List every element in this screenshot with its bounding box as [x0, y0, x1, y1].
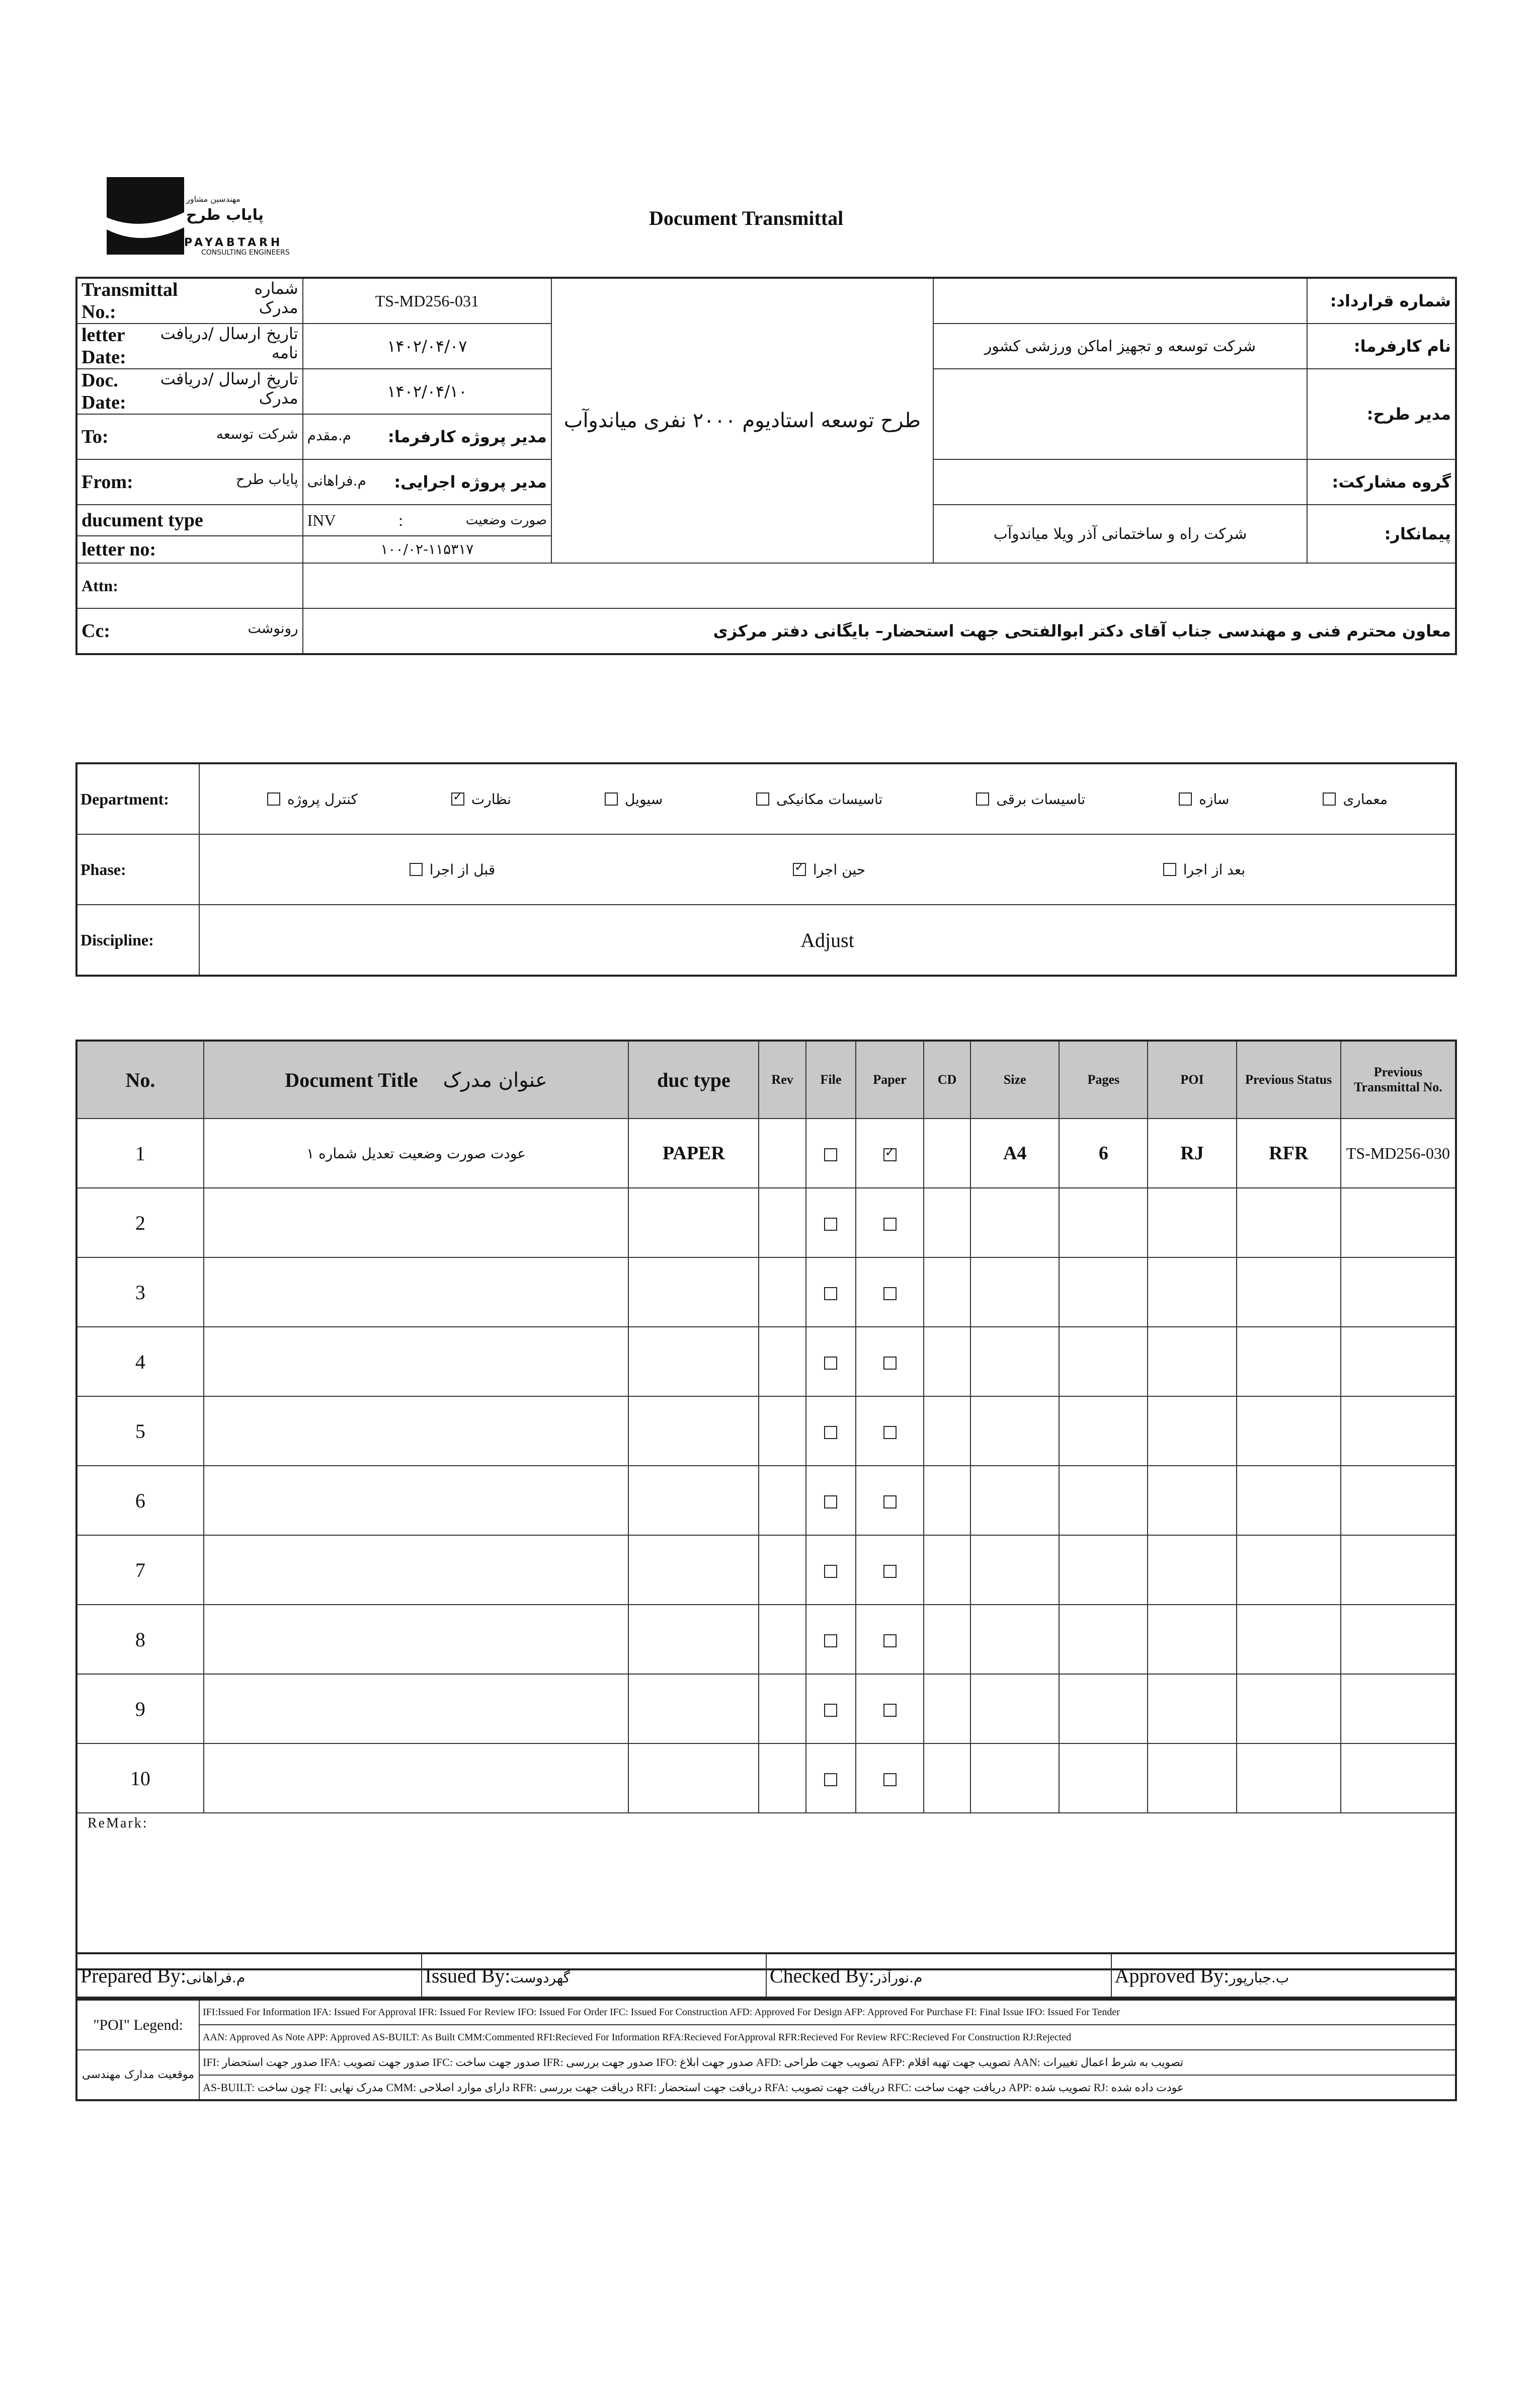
row-prev-status [1237, 1466, 1341, 1535]
letter-date: ۱۴۰۲/۰۴/۰۷ [303, 324, 551, 369]
row-file [806, 1605, 856, 1674]
prepared-name: م.فراهانی [186, 1969, 246, 1986]
checkbox-icon[interactable] [451, 792, 464, 806]
department-option-5[interactable] [1179, 791, 1229, 808]
col-no: No. [76, 1041, 204, 1119]
row-no: 5 [76, 1396, 204, 1466]
row-prev-no [1341, 1466, 1456, 1535]
row-size [970, 1396, 1059, 1466]
row-prev-status: RFR [1237, 1119, 1341, 1188]
phase-option-0[interactable] [410, 861, 495, 878]
row-pages [1059, 1188, 1148, 1257]
phase-label: Phase: [76, 834, 199, 905]
checkbox-icon[interactable] [824, 1218, 837, 1231]
doc-date: ۱۴۰۲/۰۴/۱۰ [303, 369, 551, 414]
from-value: پایاب طرح [235, 471, 298, 488]
row-prev-status [1237, 1605, 1341, 1674]
row-file [806, 1674, 856, 1743]
phase-option-label: قبل از اجرا [429, 861, 496, 878]
row-paper [856, 1674, 924, 1743]
table-row [76, 1743, 1456, 1813]
legend-line-2: AAN: Approved As Note APP: Approved AS-BUILT: As Built CMM:Commented RFI:Recieved For Information RFA:Recieved ForApproval RFR:Recieved For Review RFC:Recieved For Construction RJ:Rejected [199, 2025, 1456, 2050]
row-size [970, 1743, 1059, 1813]
contract-no-label: شماره قرارداد: [1307, 278, 1456, 324]
checkbox-icon[interactable] [883, 1287, 897, 1300]
row-file [806, 1188, 856, 1257]
cc-fa: رونوشت [248, 620, 298, 637]
checkbox-icon[interactable] [824, 1148, 837, 1161]
doc-date-fa: تاریخ ارسال /دریافت مدرک [160, 369, 298, 408]
table-row [76, 1605, 1456, 1674]
row-prev-no: TS-MD256-030 [1341, 1119, 1456, 1188]
legend-table [75, 1999, 1457, 2101]
partner-label: گروه مشارکت: [1307, 459, 1456, 505]
row-title [204, 1257, 629, 1327]
row-rev [759, 1535, 805, 1605]
letter-no: ۱۰۰/۰۲-۱۱۵۳۱۷ [380, 541, 474, 558]
contractor: شرکت راه و ساختمانی آذر ویلا میاندوآب [933, 505, 1308, 563]
row-no: 7 [76, 1535, 204, 1605]
designer-label: مدیر طرح: [1307, 369, 1456, 459]
row-paper [856, 1327, 924, 1396]
col-title-fa: عنوان مدرک [443, 1068, 547, 1092]
checked-label: Checked By: [770, 1964, 874, 1987]
remark-label: ReMark: [76, 1813, 1456, 1969]
row-prev-status [1237, 1535, 1341, 1605]
row-paper [856, 1466, 924, 1535]
department-option-2[interactable] [605, 791, 663, 808]
department-option-label: تاسیسات مکانیکی [776, 790, 883, 808]
table-row [76, 1188, 1456, 1257]
checkbox-icon[interactable] [756, 792, 769, 806]
department-option-label: کنترل پروژه [287, 790, 358, 808]
row-pages [1059, 1674, 1148, 1743]
row-prev-no [1341, 1743, 1456, 1813]
department-option-0[interactable] [267, 791, 358, 808]
col-file: File [806, 1041, 856, 1119]
classification-table [75, 762, 1457, 977]
row-size [970, 1605, 1059, 1674]
discipline-value: Adjust [199, 905, 1456, 976]
logo-sub: CONSULTING ENGINEERS [201, 249, 290, 257]
checkbox-icon[interactable] [883, 1773, 897, 1786]
checkbox-icon[interactable] [883, 1426, 897, 1439]
row-size [970, 1466, 1059, 1535]
doc-type-fa: صورت وضعیت [465, 513, 547, 528]
row-poi [1148, 1466, 1236, 1535]
documents-table [75, 1040, 1457, 1970]
checkbox-icon[interactable] [605, 792, 618, 806]
department-options [200, 791, 1454, 808]
checkbox-icon[interactable] [267, 792, 280, 806]
checkbox-icon[interactable] [824, 1495, 837, 1508]
table-row [76, 1466, 1456, 1535]
row-no: 9 [76, 1674, 204, 1743]
employer: شرکت توسعه و تجهیز اماکن ورزشی کشور [933, 324, 1308, 369]
row-no: 2 [76, 1188, 204, 1257]
row-rev [759, 1743, 805, 1813]
row-title [204, 1396, 629, 1466]
phase-option-2[interactable] [1163, 861, 1245, 878]
letter-date-label: letter Date: [82, 325, 126, 368]
legend-line-4: AS-BUILT: چون ساخت FI: مدرک نهایی CMM: دارای موارد اصلاحی RFR: دریافت جهت بررسی RFI: دریافت جهت استحضار RFA: دریافت جهت تصویب RFC: دریافت جهت ساخت APP: تصویب شده RJ: عودت داده شده [199, 2075, 1456, 2100]
row-cd [924, 1257, 970, 1327]
row-file [806, 1396, 856, 1466]
checkbox-icon[interactable] [883, 1565, 897, 1578]
to-role: مدیر پروژه کارفرما: [387, 427, 547, 446]
row-rev [759, 1605, 805, 1674]
from-role: مدیر پروژه اجرایی: [394, 472, 547, 492]
department-option-label: سیویل [624, 790, 663, 808]
row-cd [924, 1466, 970, 1535]
checkbox-icon[interactable] [1163, 863, 1176, 876]
row-no: 1 [76, 1119, 204, 1188]
checkbox-icon[interactable] [883, 1704, 897, 1717]
checkbox-icon[interactable] [824, 1634, 837, 1647]
checkbox-icon[interactable] [824, 1287, 837, 1300]
department-option-1[interactable] [451, 791, 511, 808]
row-cd [924, 1327, 970, 1396]
row-prev-no [1341, 1674, 1456, 1743]
checkbox-icon[interactable] [1323, 792, 1336, 806]
row-title [204, 1188, 629, 1257]
doc-type: INV [307, 511, 336, 529]
row-rev [759, 1327, 805, 1396]
row-pages [1059, 1535, 1148, 1605]
col-prev-status: Previous Status [1237, 1041, 1341, 1119]
row-rev [759, 1466, 805, 1535]
col-cd: CD [924, 1041, 970, 1119]
project-name: طرح توسعه استادیوم ۲۰۰۰ نفری میاندوآب [551, 278, 933, 563]
checkbox-icon[interactable] [1179, 792, 1192, 806]
to-label: To: [82, 426, 109, 447]
row-poi [1148, 1257, 1236, 1327]
row-no: 8 [76, 1605, 204, 1674]
row-file [806, 1327, 856, 1396]
from-label: From: [82, 471, 133, 493]
col-type: duc type [628, 1041, 759, 1119]
row-title [204, 1743, 629, 1813]
row-paper [856, 1188, 924, 1257]
row-type: PAPER [628, 1119, 759, 1188]
row-prev-status [1237, 1188, 1341, 1257]
row-poi [1148, 1605, 1236, 1674]
row-type [628, 1257, 759, 1327]
col-title: Document Title [285, 1068, 418, 1091]
approved-label: Approved By: [1114, 1964, 1230, 1987]
row-size: A4 [970, 1119, 1059, 1188]
row-prev-no [1341, 1535, 1456, 1605]
cc-label: Cc: [82, 620, 110, 642]
doc-type-label: ducument type [77, 505, 302, 536]
row-no: 10 [76, 1743, 204, 1813]
col-size: Size [970, 1041, 1059, 1119]
checkbox-icon[interactable] [824, 1704, 837, 1717]
from-person: م.فراهانی [307, 472, 366, 489]
col-prev-no: Previous Transmittal No. [1341, 1041, 1456, 1119]
row-prev-status [1237, 1743, 1341, 1813]
row-poi [1148, 1188, 1236, 1257]
row-paper [856, 1257, 924, 1327]
row-size [970, 1674, 1059, 1743]
checked-name: م.نورآذر [874, 1969, 923, 1986]
row-prev-status [1237, 1396, 1341, 1466]
col-poi: POI [1148, 1041, 1236, 1119]
to-value: شرکت توسعه [216, 426, 298, 442]
legend-line-1: IFI:Issued For Information IFA: Issued For Approval IFR: Issued For Review IFO: Issued For Order IFC: Issued For Construction AFD: Approved For Design AFP: Approved For Purchase FI: Final Issue IFO: Issued For Tender [199, 2000, 1456, 2025]
row-size [970, 1327, 1059, 1396]
discipline-label: Discipline: [76, 905, 199, 976]
legend-line-3: IFI: صدور جهت استحضار IFA: صدور جهت تصویب IFC: صدور جهت ساخت IFR: صدور جهت بررسی IFO: صدور جهت ابلاغ AFD: تصویب جهت طراحی AFP: تصویب جهت تهیه اقلام AAN: تصویب به شرط اعمال تغییرات [199, 2050, 1456, 2075]
logo-fa-top: مهندسین مشاور [186, 194, 240, 204]
row-cd [924, 1535, 970, 1605]
row-type [628, 1743, 759, 1813]
row-cd [924, 1119, 970, 1188]
row-rev [759, 1119, 805, 1188]
row-size [970, 1257, 1059, 1327]
checkbox-icon[interactable] [883, 1495, 897, 1508]
to-person: م.مقدم [307, 427, 352, 444]
row-paper [856, 1119, 924, 1188]
department-label: Department: [76, 763, 199, 834]
row-prev-no [1341, 1605, 1456, 1674]
table-row [76, 1535, 1456, 1605]
row-pages [1059, 1466, 1148, 1535]
row-poi [1148, 1535, 1236, 1605]
transmittal-no: TS-MD256-031 [303, 278, 551, 324]
contractor-label: پیمانکار: [1307, 505, 1456, 563]
row-cd [924, 1605, 970, 1674]
row-paper [856, 1605, 924, 1674]
logo-fa: پایاب طرح [186, 206, 264, 224]
row-paper [856, 1535, 924, 1605]
row-prev-no [1341, 1257, 1456, 1327]
issued-label: Issued By: [425, 1964, 511, 1987]
row-prev-no [1341, 1188, 1456, 1257]
logo-en: PAYABTARH [184, 236, 283, 249]
checkbox-icon[interactable] [410, 863, 423, 876]
row-prev-no [1341, 1396, 1456, 1466]
department-option-label: تاسیسات برقی [996, 790, 1086, 808]
legend-fa-label: موقعیت مدارک مهندسی [76, 2050, 199, 2100]
checkbox-icon[interactable] [793, 863, 806, 876]
row-poi [1148, 1396, 1236, 1466]
row-title [204, 1327, 629, 1396]
row-type [628, 1396, 759, 1466]
row-pages [1059, 1257, 1148, 1327]
col-pages: Pages [1059, 1041, 1148, 1119]
signoff-table [75, 1952, 1457, 1999]
checkbox-icon[interactable] [824, 1773, 837, 1786]
issued-name: گهردوست [510, 1969, 571, 1986]
company-logo [107, 177, 184, 255]
row-paper [856, 1743, 924, 1813]
table-row [76, 1119, 1456, 1188]
checkbox-icon[interactable] [824, 1357, 837, 1370]
letter-no-label: letter no: [82, 539, 156, 560]
cc-value: معاون محترم فنی و مهندسی جناب آقای دکتر ابوالفتحی جهت استحضار– بایگانی دفتر مرکزی [303, 608, 1456, 654]
doc-date-label: Doc. Date: [82, 370, 126, 413]
checkbox-icon[interactable] [883, 1634, 897, 1647]
department-option-label: سازه [1199, 790, 1230, 808]
legend-label: "POI" Legend: [76, 2000, 199, 2050]
employer-label: نام کارفرما: [1307, 324, 1456, 369]
checkbox-icon[interactable] [883, 1357, 897, 1370]
row-pages: 6 [1059, 1119, 1148, 1188]
department-option-4[interactable] [976, 791, 1085, 808]
row-title [204, 1466, 629, 1535]
department-option-6[interactable] [1323, 791, 1388, 808]
row-poi [1148, 1743, 1236, 1813]
row-prev-status [1237, 1257, 1341, 1327]
row-prev-status [1237, 1674, 1341, 1743]
row-no: 6 [76, 1466, 204, 1535]
row-cd [924, 1396, 970, 1466]
row-type [628, 1605, 759, 1674]
checkbox-icon[interactable] [824, 1565, 837, 1578]
row-rev [759, 1257, 805, 1327]
row-no: 3 [76, 1257, 204, 1327]
doc-type-colon: : [398, 511, 403, 529]
row-type [628, 1535, 759, 1605]
phase-option-1[interactable] [793, 861, 865, 878]
document-title: Document Transmittal [649, 207, 844, 229]
col-rev: Rev [759, 1041, 805, 1119]
row-cd [924, 1188, 970, 1257]
row-rev [759, 1396, 805, 1466]
department-option-label: معماری [1343, 790, 1388, 808]
row-poi: RJ [1148, 1119, 1236, 1188]
row-poi [1148, 1674, 1236, 1743]
row-rev [759, 1674, 805, 1743]
row-size [970, 1535, 1059, 1605]
row-size [970, 1188, 1059, 1257]
row-cd [924, 1674, 970, 1743]
row-prev-no [1341, 1327, 1456, 1396]
row-title: عودت صورت وضعیت تعدیل شماره ۱ [204, 1119, 629, 1188]
table-row [76, 1327, 1456, 1396]
row-rev [759, 1188, 805, 1257]
phase-options [200, 861, 1454, 878]
transmittal-no-fa: شماره مدرک [254, 279, 298, 317]
department-option-3[interactable] [756, 791, 882, 808]
row-type [628, 1466, 759, 1535]
row-type [628, 1674, 759, 1743]
checkbox-icon[interactable] [883, 1148, 897, 1161]
row-title [204, 1605, 629, 1674]
table-row [76, 1257, 1456, 1327]
approved-name: ب.جبارپور [1229, 1969, 1289, 1986]
table-row [76, 1674, 1456, 1743]
row-type [628, 1188, 759, 1257]
row-cd [924, 1743, 970, 1813]
row-paper [856, 1396, 924, 1466]
row-file [806, 1466, 856, 1535]
row-title [204, 1674, 629, 1743]
row-type [628, 1327, 759, 1396]
row-file [806, 1743, 856, 1813]
row-title [204, 1535, 629, 1605]
col-paper: Paper [856, 1041, 924, 1119]
row-poi [1148, 1327, 1236, 1396]
row-no: 4 [76, 1327, 204, 1396]
attn-label: Attn: [76, 563, 303, 608]
row-file [806, 1535, 856, 1605]
phase-option-label: حین اجرا [813, 861, 866, 878]
row-pages [1059, 1396, 1148, 1466]
row-pages [1059, 1743, 1148, 1813]
row-prev-status [1237, 1327, 1341, 1396]
department-option-label: نظارت [471, 790, 511, 808]
transmittal-no-label: Transmittal No.: [82, 279, 178, 323]
row-file [806, 1257, 856, 1327]
prepared-label: Prepared By: [80, 1964, 186, 1987]
letter-date-fa: تاریخ ارسال /دریافت نامه [160, 324, 298, 362]
row-pages [1059, 1327, 1148, 1396]
row-pages [1059, 1605, 1148, 1674]
table-row [76, 1396, 1456, 1466]
checkbox-icon[interactable] [824, 1426, 837, 1439]
phase-option-label: بعد از اجرا [1183, 861, 1246, 878]
checkbox-icon[interactable] [976, 792, 989, 806]
checkbox-icon[interactable] [883, 1218, 897, 1231]
info-table [75, 277, 1457, 655]
row-file [806, 1119, 856, 1188]
